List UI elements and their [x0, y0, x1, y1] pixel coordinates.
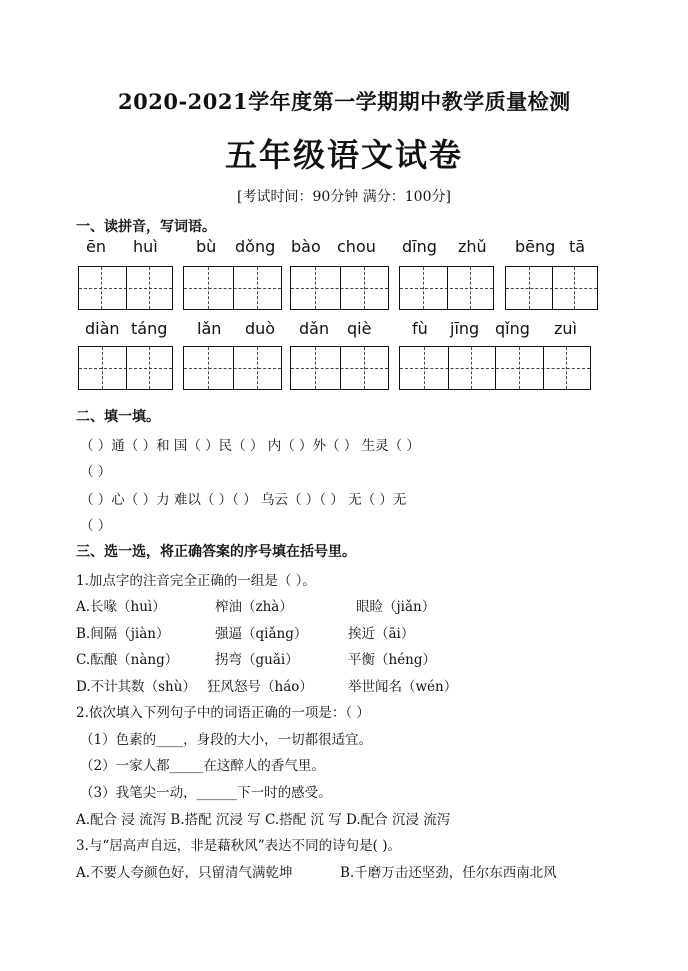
fill-line: （ ） [80, 464, 112, 480]
pinyin: diàn [85, 319, 120, 338]
exam-title-line1: 2020-2021学年度第一学期期中教学质量检测 [118, 89, 571, 114]
pinyin: táng [131, 319, 168, 338]
section3-heading: 三、选一选，将正确答案的序号填在括号里。 [76, 544, 356, 560]
q3-option: B.千磨万击还坚劲，任尔东西南北风 [340, 865, 557, 881]
q1-option: 举世闻名（wén） [348, 679, 458, 695]
pinyin: ēn [86, 237, 106, 256]
q2-options: A.配合 浸 流泻 B.搭配 沉浸 写 C.搭配 沉 写 D.配合 沉浸 流泻 [76, 812, 451, 828]
pinyin: huì [133, 237, 158, 256]
pinyin-row-2 [78, 319, 618, 341]
question-1: 1.加点字的注音完全正确的一组是（ ）。 [76, 573, 316, 589]
exam-title-line2: 五年级语文试卷 [224, 136, 463, 174]
pinyin: bēng [515, 237, 556, 256]
fill-line: （ ）通（ ）和 国（ ）民（ ） 内（ ）外（ ） 生灵（ ） [80, 438, 420, 454]
question-3: 3.与“居高声自远，非是藉秋风”表达不同的诗句是( )。 [76, 838, 402, 854]
pinyin: dǎn [299, 319, 330, 338]
pinyin: qǐng [495, 319, 530, 338]
pinyin: lǎn [197, 319, 222, 338]
q1-option: 眼睑（jiǎn） [356, 599, 436, 615]
q2-sentence: （2）一家人都_____在这醉人的香气里。 [80, 758, 325, 774]
fill-line: （ ） [80, 518, 112, 534]
writing-box[interactable] [78, 346, 173, 390]
question-2: 2.依次填入下列句子中的词语正确的一项是：（ ） [76, 705, 370, 721]
q1-option: 狂风怒号（háo） [207, 679, 313, 695]
q1-option: 榨油（zhà） [215, 599, 293, 615]
pinyin: dīng [402, 237, 437, 256]
section1-heading: 一、读拼音，写词语。 [76, 219, 216, 235]
q1-option: D.不计其数（shù） [76, 679, 196, 695]
q1-option: 挨近（āi） [348, 626, 415, 642]
q1-option: B.间隔（jiàn） [76, 626, 170, 642]
pinyin-row-1 [78, 237, 618, 259]
writing-box[interactable] [183, 346, 282, 390]
writing-box[interactable] [505, 266, 598, 310]
pinyin: zhǔ [458, 237, 487, 256]
exam-info: [考试时间：90分钟 满分：100分] [237, 189, 451, 205]
q1-option: 强逼（qiǎng） [215, 626, 308, 642]
q1-option: 拐弯（guǎi） [215, 652, 299, 668]
pinyin: duò [245, 319, 276, 338]
pinyin: bù [196, 237, 217, 256]
fill-line: （ ）心（ ）力 难以（ ）（ ） 乌云（ ）（ ） 无（ ）无 [80, 492, 407, 508]
q1-option: 平衡（héng） [348, 652, 437, 668]
pinyin: fù [412, 319, 428, 338]
pinyin: jīng [450, 319, 480, 338]
q2-sentence: （3）我笔尖一动，______下一时的感受。 [80, 785, 332, 801]
writing-box[interactable] [290, 346, 389, 390]
pinyin: dǒng [235, 237, 276, 256]
section2-heading: 二、填一填。 [76, 409, 160, 425]
q2-sentence: （1）色素的____，身段的大小，一切都很适宜。 [80, 732, 373, 748]
pinyin: qiè [347, 319, 372, 338]
q1-option: A.长喙（huì） [76, 599, 166, 615]
writing-box[interactable] [183, 266, 282, 310]
pinyin: zuì [554, 319, 577, 338]
writing-box[interactable] [290, 266, 389, 310]
writing-box[interactable] [78, 266, 173, 310]
pinyin: chou [337, 237, 376, 256]
writing-box[interactable] [399, 266, 494, 310]
q1-option: C.酝酿（nàng） [76, 652, 179, 668]
q3-option: A.不要人夸颜色好，只留清气满乾坤 [76, 865, 293, 881]
pinyin: bào [291, 237, 321, 256]
writing-box[interactable] [399, 346, 591, 390]
pinyin: tā [569, 237, 586, 256]
